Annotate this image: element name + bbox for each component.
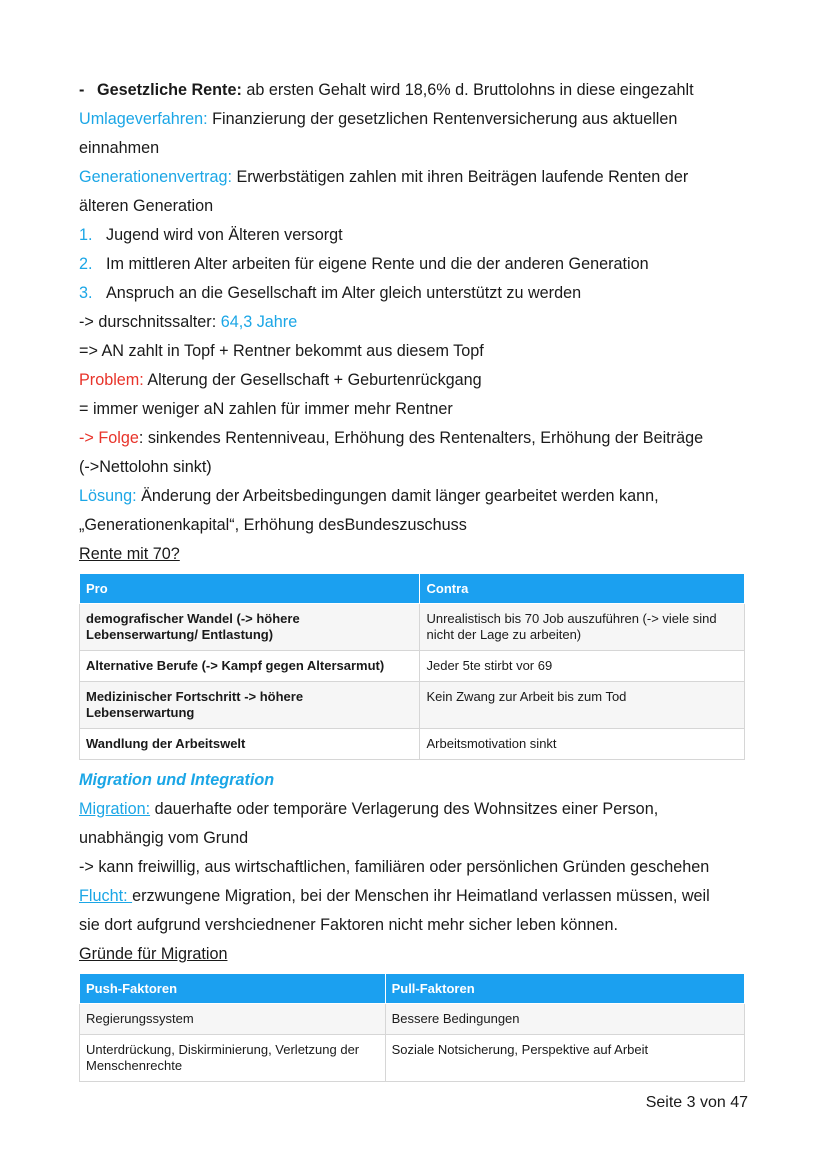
generationenvertrag-text: Erwerbstätigen zahlen mit ihren Beiträgen laufende Renten der: [231, 168, 689, 186]
table-header-row: [80, 974, 745, 1004]
table-row: [80, 682, 745, 729]
migration-text: dauerhafte oder temporäre Verlagerung des Wohnsitzes einer Person,: [150, 800, 659, 818]
table-header-contra: Contra: [420, 574, 745, 604]
problem-term: Problem:: [79, 371, 144, 389]
loesung-line: [79, 482, 747, 511]
table-row: [80, 729, 745, 760]
list-item: [79, 250, 747, 279]
dash-bullet: -: [79, 81, 85, 99]
list-number: 2.: [79, 255, 93, 273]
generationenvertrag-line: [79, 163, 747, 192]
table-cell: Arbeitsmotivation sinkt: [420, 729, 745, 760]
migration-line-2: unabhängig vom Grund: [79, 829, 249, 847]
document-page: [79, 76, 747, 1088]
folge-line: [79, 424, 747, 453]
gesetzliche-rente-term: Gesetzliche Rente:: [97, 81, 242, 99]
table-cell: Wandlung der Arbeitswelt: [80, 729, 420, 760]
table-header-pro: Pro: [80, 574, 420, 604]
list-item: [79, 279, 747, 308]
migration-line: [79, 795, 747, 824]
section-heading: Migration und Integration: [79, 771, 275, 789]
topf-line: => AN zahlt in Topf + Rentner bekommt aus diesem Topf: [79, 342, 484, 360]
table-header-push: Push-Faktoren: [80, 974, 386, 1004]
table-row: [80, 651, 745, 682]
umlageverfahren-term: Umlageverfahren:: [79, 110, 208, 128]
generationenvertrag-line-2: älteren Generation: [79, 197, 214, 215]
generationenvertrag-term: Generationenvertrag:: [79, 168, 232, 186]
page-number: Seite 3 von 47: [645, 1094, 748, 1111]
gesetzliche-rente-text: ab ersten Gehalt wird 18,6% d. Bruttolohns in diese eingezahlt: [241, 81, 694, 99]
table-cell: Medizinischer Fortschritt -> höhere Lebenserwartung: [80, 682, 420, 729]
flucht-term: Flucht:: [79, 887, 133, 905]
list-item: [79, 221, 747, 250]
table-cell: Soziale Notsicherung, Perspektive auf Arbeit: [385, 1035, 744, 1082]
gesetzliche-rente-line: [79, 76, 747, 105]
umlageverfahren-line: [79, 105, 747, 134]
table-row: [80, 604, 745, 651]
push-pull-table: [79, 973, 745, 1082]
list-text: Jugend wird von Älteren versorgt: [106, 226, 343, 244]
table-cell: Kein Zwang zur Arbeit bis zum Tod: [420, 682, 745, 729]
table-cell: Regierungssystem: [80, 1004, 386, 1035]
table-row: [80, 1035, 745, 1082]
umlageverfahren-text: Finanzierung der gesetzlichen Rentenversicherung aus aktuellen: [207, 110, 678, 128]
freiwillig-line: -> kann freiwillig, aus wirtschaftlichen, familiären oder persönlichen Gründen geschehen: [79, 858, 710, 876]
flucht-text: erzwungene Migration, bei der Menschen ihr Heimatland verlassen müssen, weil: [132, 887, 710, 905]
table-cell: Unterdrückung, Diskirminierung, Verletzung der Menschenrechte: [80, 1035, 386, 1082]
flucht-line-2: sie dort aufgrund vershciednener Faktoren nicht mehr sicher leben können.: [79, 916, 618, 934]
list-text: Anspruch an die Gesellschaft im Alter gleich unterstützt zu werden: [106, 284, 582, 302]
loesung-term: Lösung:: [79, 487, 137, 505]
loesung-line-2: „Generationenkapital“, Erhöhung desBundeszuschuss: [79, 516, 467, 534]
flucht-line: [79, 882, 747, 911]
list-text: Im mittleren Alter arbeiten für eigene Rente und die der anderen Generation: [106, 255, 649, 273]
table-cell: Jeder 5te stirbt vor 69: [420, 651, 745, 682]
folge-line-2: (->Nettolohn sinkt): [79, 458, 212, 476]
rentner-line: = immer weniger aN zahlen für immer mehr Rentner: [79, 400, 453, 418]
rente-mit-70-title: Rente mit 70?: [79, 545, 180, 563]
table-cell: Alternative Berufe (-> Kampf gegen Altersarmut): [80, 651, 420, 682]
list-number: 1.: [79, 226, 93, 244]
list-number: 3.: [79, 284, 93, 302]
durchschnittsalter-label: -> durschnitssalter:: [79, 313, 221, 331]
loesung-text: Änderung der Arbeitsbedingungen damit länger gearbeitet werden kann,: [136, 487, 659, 505]
table-cell: Bessere Bedingungen: [385, 1004, 744, 1035]
table-cell: Unrealistisch bis 70 Job auszuführen (-> viele sind nicht der Lage zu arbeiten): [420, 604, 745, 651]
problem-line: [79, 366, 747, 395]
problem-text: Alterung der Gesellschaft + Geburtenrückgang: [143, 371, 482, 389]
folge-text: : sinkendes Rentenniveau, Erhöhung des Rentenalters, Erhöhung der Beiträge: [138, 429, 704, 447]
table-header-pull: Pull-Faktoren: [385, 974, 744, 1004]
folge-term: -> Folge: [79, 429, 139, 447]
migration-term: Migration:: [79, 800, 151, 818]
durchschnittsalter-line: [79, 308, 747, 337]
umlageverfahren-line-2: einnahmen: [79, 139, 160, 157]
gruende-title: Gründe für Migration: [79, 945, 228, 963]
table-row: [80, 1004, 745, 1035]
durchschnittsalter-value: 64,3 Jahre: [220, 313, 298, 331]
table-cell: demografischer Wandel (-> höhere Lebenserwartung/ Entlastung): [80, 604, 420, 651]
pro-contra-table: [79, 573, 745, 760]
table-header-row: [80, 574, 745, 604]
